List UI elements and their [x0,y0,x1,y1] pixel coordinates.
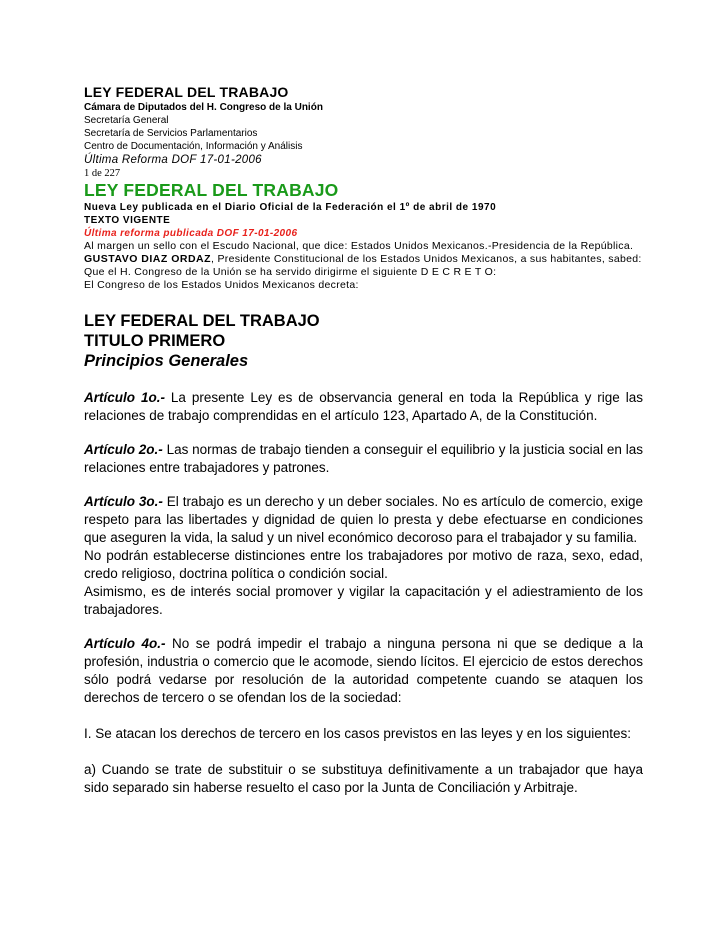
preamble-title: LEY FEDERAL DEL TRABAJO [84,180,339,200]
article-3-paragraph-3: Asimismo, es de interés social promover y vigilar la capacitación y el adiestramiento de los trabajadores. [84,584,643,617]
article-label: Artículo 2o.- [84,442,163,457]
publication-note: Nueva Ley publicada en el Diario Oficial de la Federación el 1º de abril de 1970 [84,202,497,213]
article-text: El trabajo es un derecho y un deber sociales. No es artículo de comercio, exige respeto para las libertades y dignidad de quien lo presta y debe efectuarse en condiciones que aseguren la vida, la salud y un nivel económico decoroso para el trabajador y su familia. [84,494,643,545]
article-text: Las normas de trabajo tienden a conseguir el equilibrio y la justicia social en las relaciones entre trabajadores y patrones. [84,442,643,475]
document-page [84,84,643,797]
presidente-paragraph [84,253,643,266]
article-2 [84,441,643,477]
page-number: 1 de 227 [84,168,121,179]
article-label: Artículo 3o.- [84,494,163,509]
article-3 [84,493,643,547]
inciso-a: a) Cuando se trate de substituir o se substituya definitivamente a un trabajador que haya sido separado sin haberse resuelto el caso por la Junta de Conciliación y Arbitraje. [84,762,643,795]
principios-generales: Principios Generales [84,352,249,370]
titulo-primero: TITULO PRIMERO [84,332,226,350]
header-secretaria-general: Secretaría General [84,115,169,126]
article-1 [84,389,643,425]
article-text: No se podrá impedir el trabajo a ninguna persona ni que se dedique a la profesión, industria o comercio que le acomode, siendo lícitos. El ejercicio de estos derechos sólo podrá vedarse por resolución de la autoridad competente cuando se ataquen los derechos de tercero o se ofendan los de la sociedad: [84,636,643,705]
article-text: La presente Ley es de observancia general en toda la República y rige las relaciones de trabajo comprendidas en el artículo 123, Apartado A, de la Constitución. [84,390,643,423]
congreso-paragraph: Que el H. Congreso de la Unión se ha servido dirigirme el siguiente D E C R E T O: [84,266,497,278]
ley-title: LEY FEDERAL DEL TRABAJO [84,312,320,330]
article-3-paragraph-2: No podrán establecerse distinciones entre los trabajadores por motivo de raza, sexo, edad, credo religioso, doctrina política o condición social. [84,548,643,581]
law-body [84,311,643,797]
preamble [84,180,643,292]
header-chamber: Cámara de Diputados del H. Congreso de la Unión [84,102,323,113]
header-centro: Centro de Documentación, Información y Análisis [84,141,303,152]
texto-vigente: TEXTO VIGENTE [84,215,171,226]
ultima-reforma-note: Última reforma publicada DOF 17-01-2006 [84,228,298,239]
header-ultima-reforma: Última Reforma DOF 17-01-2006 [84,154,262,166]
fraccion-i: I. Se atacan los derechos de tercero en los casos previstos en las leyes y en los siguientes: [84,726,632,741]
header-title: LEY FEDERAL DEL TRABAJO [84,84,289,100]
presidente-rest: , Presidente Constitucional de los Estados Unidos Mexicanos, a sus habitantes, sabed: [211,253,642,265]
article-4 [84,635,643,707]
margen-paragraph: Al margen un sello con el Escudo Nacional, que dice: Estados Unidos Mexicanos.-Presidencia de la República. [84,240,634,252]
document-header [84,84,643,180]
article-label: Artículo 4o.- [84,636,166,651]
header-servicios: Secretaría de Servicios Parlamentarios [84,128,258,139]
decreta-paragraph: El Congreso de los Estados Unidos Mexicanos decreta: [84,279,359,291]
article-label: Artículo 1o.- [84,390,165,405]
presidente-name: GUSTAVO DIAZ ORDAZ [84,253,212,265]
